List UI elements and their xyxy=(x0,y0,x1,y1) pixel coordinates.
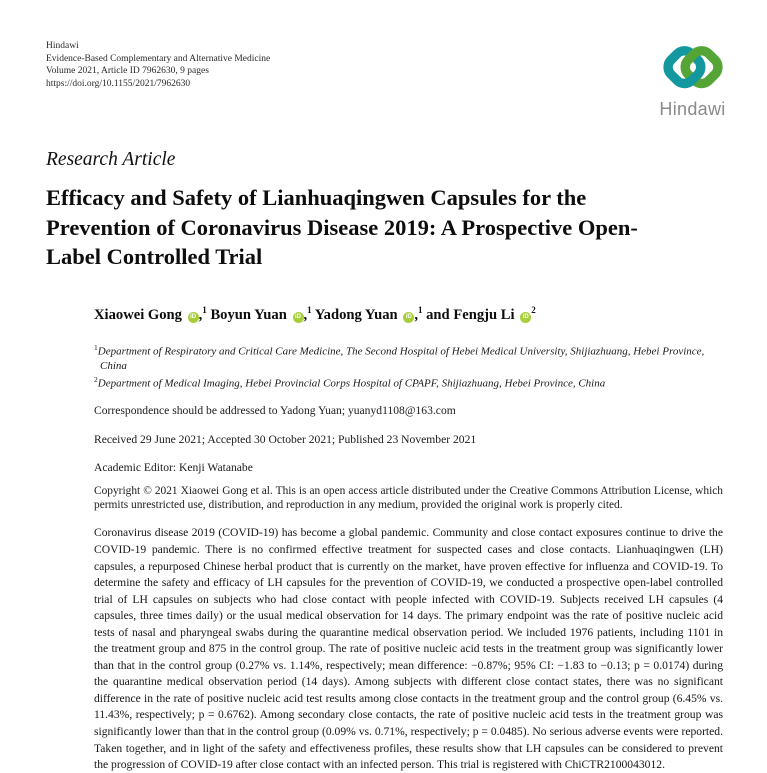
logo-wordmark: Hindawi xyxy=(659,99,726,119)
academic-editor-line: Academic Editor: Kenji Watanabe xyxy=(94,461,253,475)
author-affiliation-mark: 2 xyxy=(531,305,536,315)
affiliation-entry: $^1$Department of Respiratory and Critical Care Medicine, The Second Hospital of Hebei Medical University, Shijiazhuang, Hebei Province, China xyxy=(94,342,705,372)
author-name: Yadong Yuan xyxy=(314,306,398,323)
affiliation-mark: 1 xyxy=(94,342,98,352)
article-front-matter xyxy=(94,301,723,773)
hindawi-logo xyxy=(645,38,740,120)
doi-link[interactable]: https://doi.org/10.1155/2021/7962630 xyxy=(46,79,191,90)
journal-name: Evidence-Based Complementary and Alternative Medicine xyxy=(46,53,271,64)
affiliation-list xyxy=(94,341,723,391)
author-affiliation-mark: 1 xyxy=(307,305,312,315)
author-name: Boyun Yuan xyxy=(210,306,287,323)
publication-info xyxy=(46,40,270,91)
author-list: Xiaowei Gong iD ,$^1$ Boyun Yuan iD ,$^1$ Yadong Yuan iD ,$^1$ and Fengju Li $iD^2$ xyxy=(94,305,536,323)
orcid-icon[interactable]: iD xyxy=(188,312,199,323)
hindawi-logo-rings xyxy=(655,38,731,98)
author-affiliation-mark: 1 xyxy=(202,305,207,315)
abstract-text: Coronavirus disease 2019 (COVID-19) has become a global pandemic. Community and close contact exposures continue to drive the COVID-19 pandemic. There is no confirmed effective treatment for suspected cases and close contacts. Lianhuaqingwen (LH) capsules, a repurposed Chinese herbal product that is currently on the market, have proven effective for influenza and COVID-19. To determine the safety and efficacy of LH capsules for the prevention of COVID-19, we conducted a prospective open-label controlled trial of LH capsules on subjects who had close contact with people infected with COVID-19. Subjects received LH capsules (4 capsules, three times daily) or the usual medical observation for 14 days. The primary endpoint was the rate of positive nucleic acid tests of nasal and pharyngeal swabs during the quarantine medical observation period. We included 1976 patients, including 1101 in the treatment group and 875 in the control group. The rate of positive nucleic acid tests in the treatment group was significantly lower than that in the control group (0.27% vs. 1.14%, respectively; mean difference: −0.87%; 95% CI: −1.83 to −0.13; p = 0.0174) during the quarantine medical observation period (14 days). Among subjects with different close contact states, there was no significant difference in the rate of positive nucleic acid test results among close contacts in the treatment group and the control group (6.45% vs. 11.43%, respectively; p = 0.6762). Among secondary close contacts, the rate of positive nucleic acid tests in the treatment group was significantly lower than that in the control group (0.09% vs. 0.71%, respectively; p = 0.0485). No serious adverse events were reported. Taken together, and in light of the safety and effectiveness profiles, these results show that LH capsules can be considered to prevent the progression of COVID-19 after close contact with an infected person. This trial is registered with ChiCTR2100043012. xyxy=(94,526,723,772)
author-name: Xiaowei Gong xyxy=(94,306,182,323)
orcid-icon[interactable]: iD xyxy=(293,312,304,323)
copyright-notice: Copyright © 2021 Xiaowei Gong et al. This is an open access article distributed under the Creative Commons Attribution License, which permits unrestricted use, distribution, and reproduction in any medium, provided the original work is properly cited. xyxy=(94,485,723,512)
author-affiliation-mark: 1 xyxy=(417,305,423,315)
affiliation-entry: $^2$Department of Medical Imaging, Hebei Provincial Corps Hospital of CPAPF, Shijiazhuang, Hebei Province, China xyxy=(94,375,606,390)
volume-line: Volume 2021, Article ID 7962630, 9 pages xyxy=(46,66,209,77)
history-line: Received 29 June 2021; Accepted 30 October 2021; Published 23 November 2021 xyxy=(94,432,477,446)
publisher-name: Hindawi xyxy=(46,41,79,51)
article-title: Efficacy and Safety of Lianhuaqingwen Capsules for the Prevention of Coronavirus Disease 2019: A Prospective Open-Label Controlled Trial xyxy=(46,185,638,269)
article-type-label: Research Article xyxy=(46,149,176,170)
author-name: Fengju Li xyxy=(453,306,515,323)
orcid-icon[interactable]: iD xyxy=(520,312,531,323)
affiliation-mark: 2 xyxy=(94,375,98,385)
orcid-icon[interactable]: iD xyxy=(403,312,414,323)
correspondence-line[interactable]: Correspondence should be addressed to Yadong Yuan; yuanyd1108@163.com xyxy=(94,404,456,418)
